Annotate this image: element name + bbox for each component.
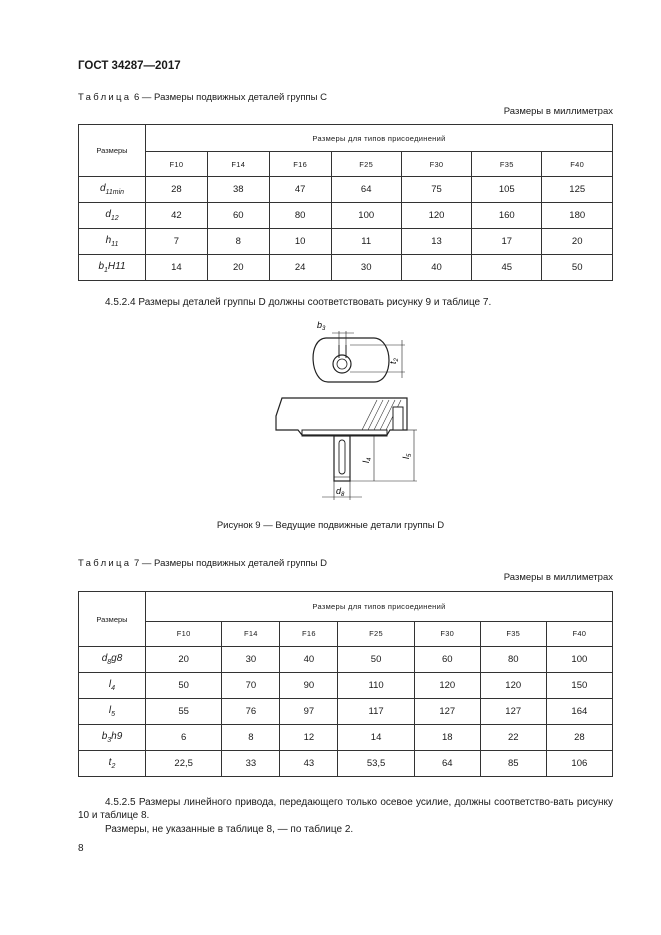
table-cell: 6 xyxy=(146,725,222,751)
table-cell: 22,5 xyxy=(146,751,222,777)
table-cell: 14 xyxy=(338,725,414,751)
table-row xyxy=(79,647,613,673)
table7-col-header: F16 xyxy=(280,621,338,646)
table-row xyxy=(79,203,613,229)
table6-group-header: Размеры для типов присоединений xyxy=(146,125,613,152)
table-cell: 64 xyxy=(331,177,401,203)
table-cell: 10 xyxy=(269,229,331,255)
table6-col-header: F25 xyxy=(331,152,401,177)
table-row xyxy=(79,177,613,203)
table-cell: 22 xyxy=(480,725,546,751)
table7-col-header: F40 xyxy=(546,621,612,646)
table-cell: 106 xyxy=(546,751,612,777)
table-cell: 180 xyxy=(542,203,613,229)
table6-col-header: F40 xyxy=(542,152,613,177)
table6-col-header: F16 xyxy=(269,152,331,177)
table6-col-header: F30 xyxy=(401,152,471,177)
table-cell: 60 xyxy=(207,203,269,229)
table7-units: Размеры в миллиметрах xyxy=(503,572,613,583)
table-row xyxy=(79,725,613,751)
table-cell: 50 xyxy=(146,673,222,699)
table-cell: 120 xyxy=(401,203,471,229)
table7-col-header: F14 xyxy=(222,621,280,646)
side-pin xyxy=(393,407,403,430)
table-cell: 30 xyxy=(331,255,401,281)
table7-caption xyxy=(78,558,327,569)
table-cell: 28 xyxy=(546,725,612,751)
table-cell: 20 xyxy=(207,255,269,281)
table7-corner-header: Размеры xyxy=(79,592,146,647)
row-symbol: $t_2$ xyxy=(79,751,146,777)
table-cell: 120 xyxy=(414,673,480,699)
table-cell: 80 xyxy=(480,647,546,673)
label-d8: $d_8$ xyxy=(336,486,345,498)
table-cell: 18 xyxy=(414,725,480,751)
key xyxy=(339,440,345,474)
label-t2: $t_2$ xyxy=(388,358,400,364)
table7-col-header: F25 xyxy=(338,621,414,646)
table-cell: 60 xyxy=(414,647,480,673)
table-cell: 47 xyxy=(269,177,331,203)
row-symbol: $h_{11}$ xyxy=(79,229,146,255)
table-row xyxy=(79,229,613,255)
table-cell: 50 xyxy=(542,255,613,281)
table-cell: 40 xyxy=(280,647,338,673)
table-cell: 8 xyxy=(222,725,280,751)
label-b3: $b_3$ xyxy=(317,320,326,332)
figure9-drawing xyxy=(262,312,422,507)
table-cell: 45 xyxy=(472,255,542,281)
shaft-top-view xyxy=(313,338,389,382)
table-cell: 70 xyxy=(222,673,280,699)
table-cell: 100 xyxy=(546,647,612,673)
shaft-circle xyxy=(333,355,351,373)
table-cell: 97 xyxy=(280,699,338,725)
table-cell: 30 xyxy=(222,647,280,673)
table-cell: 120 xyxy=(480,673,546,699)
table7-col-header: F30 xyxy=(414,621,480,646)
page-number: 8 xyxy=(78,843,84,854)
table-cell: 80 xyxy=(269,203,331,229)
table-cell: 110 xyxy=(338,673,414,699)
table-cell: 150 xyxy=(546,673,612,699)
table-cell: 50 xyxy=(338,647,414,673)
table-row xyxy=(79,673,613,699)
table7-caption-prefix: Таблица xyxy=(78,558,132,569)
paragraph-4-5-2-5: 4.5.2.5 Размеры линейного привода, передающего только осевое усилие, должны соответство-вать рисунку 10 и таблице 8. xyxy=(78,797,613,821)
table-row xyxy=(79,751,613,777)
shaft-bore xyxy=(337,359,347,369)
table-cell: 40 xyxy=(401,255,471,281)
table-cell: 125 xyxy=(542,177,613,203)
table-cell: 53,5 xyxy=(338,751,414,777)
table-cell: 42 xyxy=(146,203,208,229)
table7-col-header: F35 xyxy=(480,621,546,646)
table-cell: 127 xyxy=(414,699,480,725)
table7-col-header: F10 xyxy=(146,621,222,646)
table-cell: 11 xyxy=(331,229,401,255)
table-cell: 117 xyxy=(338,699,414,725)
table-cell: 28 xyxy=(146,177,208,203)
table-row xyxy=(79,255,613,281)
table6-col-header: F14 xyxy=(207,152,269,177)
table-cell: 160 xyxy=(472,203,542,229)
table-cell: 20 xyxy=(542,229,613,255)
row-symbol: $b_3h9$ xyxy=(79,725,146,751)
table-cell: 64 xyxy=(414,751,480,777)
table-cell: 75 xyxy=(401,177,471,203)
table-cell: 7 xyxy=(146,229,208,255)
table6-caption-text: 6 — Размеры подвижных деталей группы С xyxy=(131,92,327,103)
table6-col-header: F10 xyxy=(146,152,208,177)
table-row xyxy=(79,699,613,725)
document-title: ГОСТ 34287—2017 xyxy=(78,60,181,72)
table6 xyxy=(78,124,613,281)
paragraph-4-5-2-4: 4.5.2.4 Размеры деталей группы D должны соответствовать рисунку 9 и таблице 7. xyxy=(105,297,492,308)
table-cell: 33 xyxy=(222,751,280,777)
table6-caption xyxy=(78,92,327,103)
table-cell: 55 xyxy=(146,699,222,725)
table6-corner-header: Размеры xyxy=(79,125,146,177)
table6-col-header: F35 xyxy=(472,152,542,177)
table-cell: 76 xyxy=(222,699,280,725)
table7 xyxy=(78,591,613,777)
table-cell: 12 xyxy=(280,725,338,751)
row-symbol: $d_{12}$ xyxy=(79,203,146,229)
table-cell: 17 xyxy=(472,229,542,255)
label-l5: $l_5$ xyxy=(401,453,413,459)
row-symbol: $l_5$ xyxy=(79,699,146,725)
table-cell: 85 xyxy=(480,751,546,777)
row-symbol: $d_8g8$ xyxy=(79,647,146,673)
table-cell: 164 xyxy=(546,699,612,725)
table-cell: 13 xyxy=(401,229,471,255)
table-cell: 127 xyxy=(480,699,546,725)
row-symbol: $b_1H11$ xyxy=(79,255,146,281)
table7-group-header: Размеры для типов присоединений xyxy=(146,592,613,622)
table-cell: 90 xyxy=(280,673,338,699)
table-cell: 14 xyxy=(146,255,208,281)
table6-caption-prefix: Таблица xyxy=(78,92,132,103)
table6-units: Размеры в миллиметрах xyxy=(503,106,613,117)
table-cell: 24 xyxy=(269,255,331,281)
row-symbol: $l_4$ xyxy=(79,673,146,699)
table-cell: 8 xyxy=(207,229,269,255)
table-cell: 100 xyxy=(331,203,401,229)
row-symbol: $d_{11min}$ xyxy=(79,177,146,203)
table7-caption-text: 7 — Размеры подвижных деталей группы D xyxy=(131,558,327,569)
table-cell: 38 xyxy=(207,177,269,203)
table-cell: 20 xyxy=(146,647,222,673)
table-cell: 43 xyxy=(280,751,338,777)
label-l4: $l_4$ xyxy=(361,457,373,463)
paragraph-4-5-2-5-note: Размеры, не указанные в таблице 8, — по таблице 2. xyxy=(105,824,354,835)
figure9-caption: Рисунок 9 — Ведущие подвижные детали группы D xyxy=(216,520,445,531)
table-cell: 105 xyxy=(472,177,542,203)
